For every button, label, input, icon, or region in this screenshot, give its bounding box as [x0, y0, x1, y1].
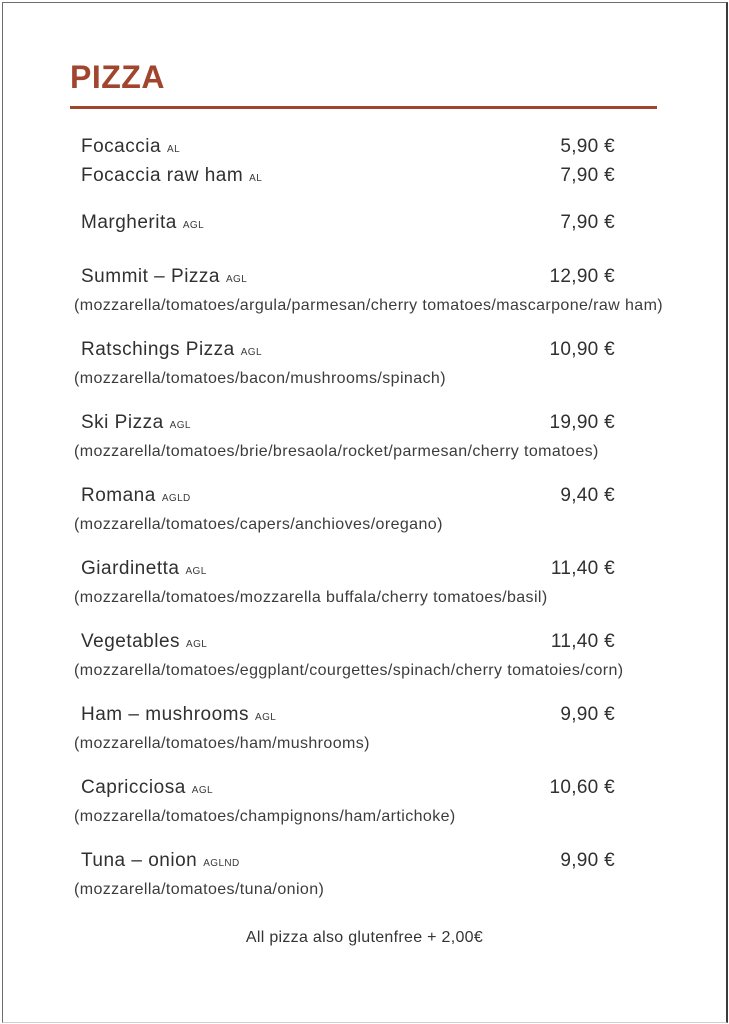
menu-item — [74, 848, 660, 903]
menu-item-row — [74, 210, 660, 239]
menu-item-row — [74, 134, 660, 163]
menu-item-row — [74, 702, 660, 731]
footer-note: All pizza also glutenfree + 2,00€ — [245, 929, 484, 946]
item-price: 10,60 € — [549, 777, 615, 798]
item-allergen-code: AGLD — [161, 493, 191, 504]
menu-item-row — [74, 483, 660, 512]
item-allergen-code: AL — [167, 144, 181, 155]
item-name: Summit – Pizza — [81, 266, 220, 287]
menu-item — [74, 337, 660, 392]
item-price: 12,90 € — [549, 266, 615, 287]
menu-item-row — [74, 337, 660, 366]
menu-item-row — [74, 264, 660, 293]
menu-header — [0, 0, 729, 109]
item-name: Focaccia raw ham — [81, 165, 244, 186]
item-ingredients: (mozzarella/tomatoes/eggplant/courgettes/spinach/cherry tomatoies/corn) — [74, 662, 624, 679]
menu-item-row — [74, 775, 660, 804]
item-name: Focaccia — [81, 136, 162, 157]
item-allergen-code: AGL — [185, 566, 207, 577]
item-ingredients: (mozzarella/tomatoes/ham/mushrooms) — [74, 735, 370, 752]
menu-item — [74, 483, 660, 538]
item-allergen-code: AGL — [225, 274, 248, 285]
item-name: Giardinetta — [81, 558, 180, 579]
item-price: 19,90 € — [549, 412, 615, 433]
menu-item — [74, 775, 660, 830]
item-name-wrap — [74, 556, 551, 585]
item-ingredients: (mozzarella/tomatoes/tuna/onion) — [74, 881, 325, 898]
item-name: Margherita — [81, 212, 177, 233]
item-allergen-code: AGL — [191, 785, 213, 796]
item-price: 11,40 € — [550, 631, 615, 652]
page-title: PIZZA — [70, 59, 165, 95]
item-name: Ham – mushrooms — [81, 704, 249, 725]
item-price: 7,90 € — [560, 212, 615, 233]
item-name-wrap — [74, 210, 560, 239]
menu-item — [74, 210, 660, 239]
item-ingredients: (mozzarella/tomatoes/brie/bresaola/rocket/parmesan/cherry tomatoes) — [74, 443, 599, 460]
item-price: 7,90 € — [560, 165, 615, 186]
item-allergen-code: AGL — [240, 347, 262, 358]
item-allergen-code: AGL — [182, 220, 205, 231]
menu-list — [0, 109, 729, 903]
menu-item — [74, 556, 660, 611]
item-ingredients: (mozzarella/tomatoes/capers/anchioves/oregano) — [74, 516, 443, 533]
item-name-wrap — [74, 337, 550, 366]
item-allergen-code: AGLND — [203, 858, 240, 869]
item-name-wrap — [74, 702, 560, 731]
item-name-wrap — [74, 264, 550, 293]
item-price: 9,40 € — [560, 485, 615, 506]
item-ingredients: (mozzarella/tomatoes/argula/parmesan/cherry tomatoes/mascarpone/raw ham) — [74, 297, 664, 314]
menu-item-row — [74, 848, 660, 877]
item-name: Tuna – onion — [81, 850, 198, 871]
item-ingredients: (mozzarella/tomatoes/bacon/mushrooms/spinach) — [74, 370, 446, 387]
item-price: 11,40 € — [550, 558, 615, 579]
item-ingredients: (mozzarella/tomatoes/mozzarella buffala/cherry tomatoes/basil) — [74, 589, 548, 606]
item-price: 9,90 € — [560, 850, 615, 871]
menu-item-row — [74, 163, 660, 192]
item-name-wrap — [74, 848, 560, 877]
menu-item — [74, 629, 660, 684]
item-name-wrap — [74, 483, 560, 512]
item-allergen-code: AGL — [255, 712, 277, 723]
item-price: 10,90 € — [549, 339, 615, 360]
item-name: Vegetables — [81, 631, 181, 652]
item-name-wrap — [74, 410, 550, 439]
menu-item — [74, 702, 660, 757]
menu-item-row — [74, 410, 660, 439]
item-name: Capricciosa — [81, 777, 186, 798]
item-allergen-code: AGL — [186, 639, 208, 650]
item-name-wrap — [74, 629, 551, 658]
item-price: 5,90 € — [560, 136, 615, 157]
item-price: 9,90 € — [560, 704, 615, 725]
menu-item-row — [74, 556, 660, 585]
item-name-wrap — [74, 134, 560, 163]
menu-item — [74, 163, 660, 192]
item-name: Ski Pizza — [81, 412, 164, 433]
item-name-wrap — [74, 775, 550, 804]
menu-item — [74, 134, 660, 163]
item-name: Ratschings Pizza — [81, 339, 235, 360]
item-allergen-code: AL — [249, 173, 263, 184]
menu-item — [74, 264, 664, 319]
item-name: Romana — [81, 485, 156, 506]
item-ingredients: (mozzarella/tomatoes/champignons/ham/artichoke) — [74, 808, 456, 825]
menu-item — [74, 410, 660, 465]
item-allergen-code: AGL — [169, 420, 191, 431]
menu-item-row — [74, 629, 660, 658]
item-name-wrap — [74, 163, 560, 192]
